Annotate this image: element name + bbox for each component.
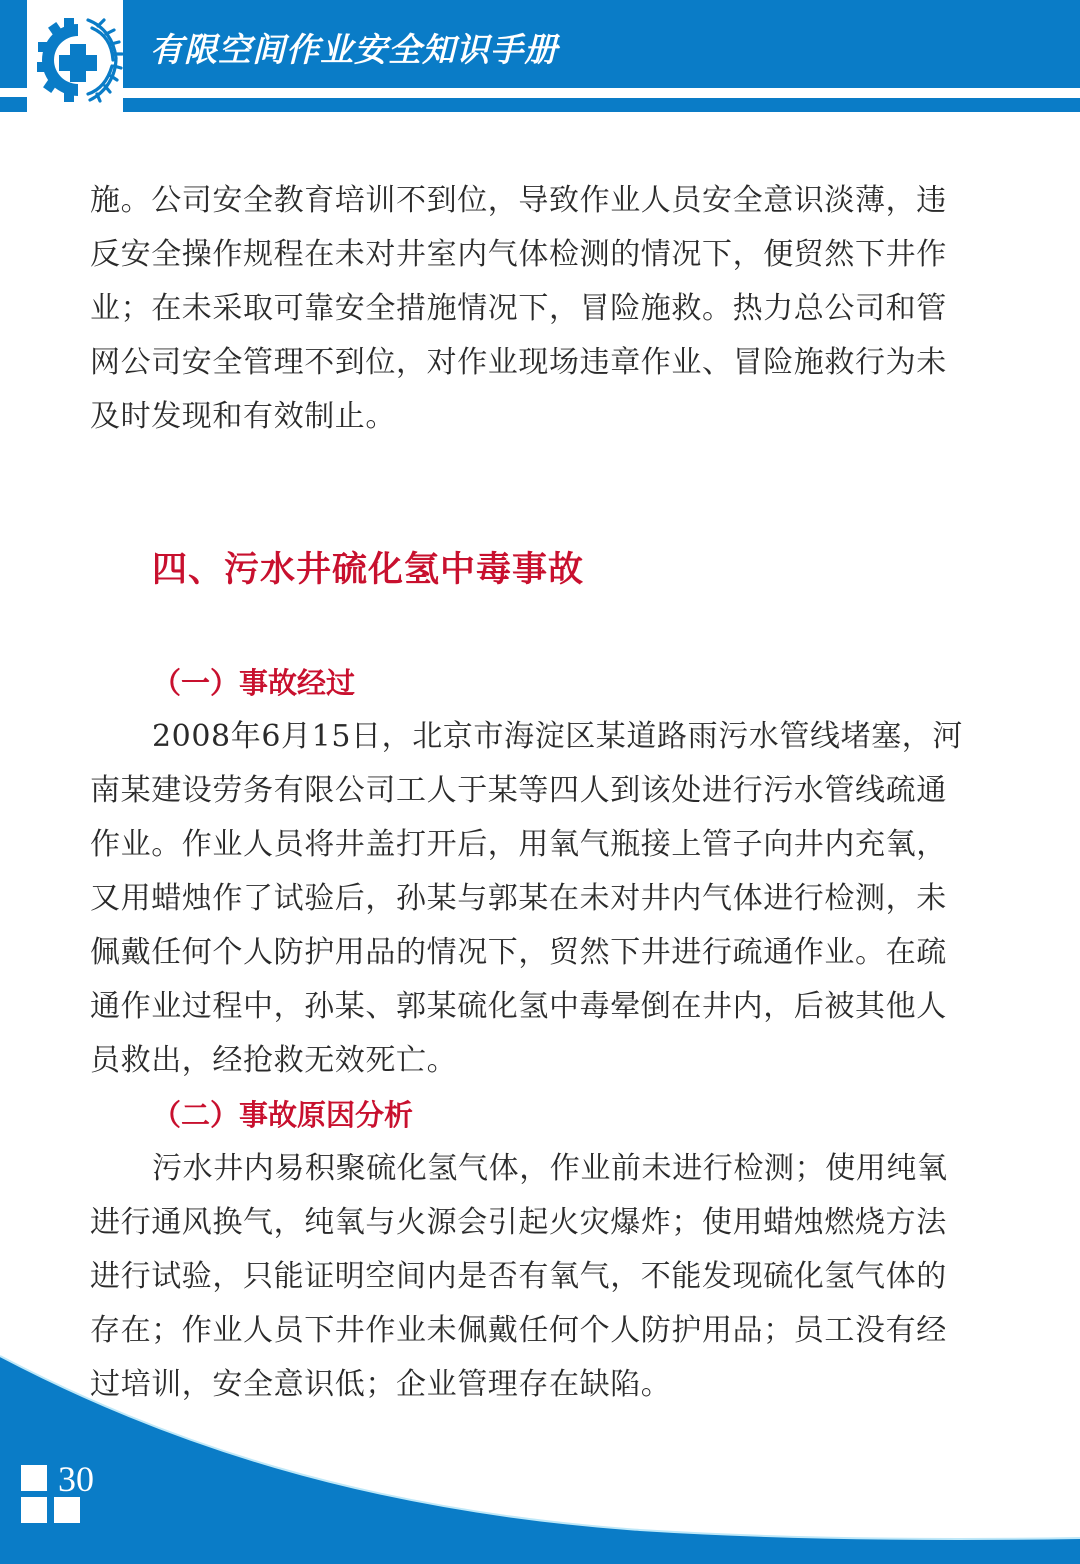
paragraph-line: 佩戴任何个人防护用品的情况下，贸然下井进行疏通作业。在疏	[90, 935, 947, 970]
paragraph-line: 员救出，经抢救无效死亡。	[90, 1043, 458, 1078]
paragraph-line: 作业。作业人员将井盖打开后，用氧气瓶接上管子向井内充氧，	[90, 827, 947, 862]
header-left-bar	[0, 97, 27, 112]
manual-title: 有限空间作业安全知识手册	[150, 30, 558, 69]
paragraph-line: 存在；作业人员下井作业未佩戴任何个人防护用品；员工没有经	[90, 1313, 947, 1348]
paragraph-line: 2008年6月15日，北京市海淀区某道路雨污水管线堵塞，河	[152, 719, 964, 754]
paragraph-line: 进行通风换气，纯氧与火源会引起火灾爆炸；使用蜡烛燃烧方法	[90, 1205, 947, 1240]
header-underline-bar	[123, 98, 1080, 112]
paragraph-line: 施。公司安全教育培训不到位，导致作业人员安全意识淡薄，违	[90, 183, 947, 218]
section-heading: 四、污水井硫化氢中毒事故	[152, 549, 585, 590]
paragraph-line: 过培训，安全意识低；企业管理存在缺陷。	[90, 1367, 672, 1402]
footer-wave-decoration	[0, 1300, 1080, 1564]
paragraph-line: 通作业过程中，孙某、郭某硫化氢中毒晕倒在井内，后被其他人	[90, 989, 947, 1024]
section-body	[90, 656, 990, 1412]
paragraph-line: 业；在未采取可靠安全措施情况下，冒险施救。热力总公司和管	[90, 291, 947, 326]
subsection-heading-cause-analysis: （二）事故原因分析	[152, 1098, 414, 1132]
safety-gear-cross-icon	[32, 10, 124, 110]
paragraph-line: 网公司安全管理不到位，对作业现场违章作业、冒险施救行为未	[90, 345, 947, 380]
paragraph-line: 南某建设劳务有限公司工人于某等四人到该处进行污水管线疏通	[90, 773, 947, 808]
header-left-strip	[0, 0, 27, 88]
paragraph-line: 反安全操作规程在未对井室内气体检测的情况下，便贸然下井作	[90, 237, 947, 272]
page-number: 30	[58, 1459, 94, 1499]
subsection-heading-accident-process: （一）事故经过	[152, 666, 356, 700]
intro-paragraph	[90, 174, 990, 444]
paragraph-line: 进行试验，只能证明空间内是否有氧气，不能发现硫化氢气体的	[90, 1259, 947, 1294]
paragraph-line: 又用蜡烛作了试验后，孙某与郭某在未对井内气体进行检测，未	[90, 881, 947, 916]
paragraph-line: 及时发现和有效制止。	[90, 399, 396, 434]
paragraph-line: 污水井内易积聚硫化氢气体，作业前未进行检测；使用纯氧	[152, 1151, 948, 1186]
